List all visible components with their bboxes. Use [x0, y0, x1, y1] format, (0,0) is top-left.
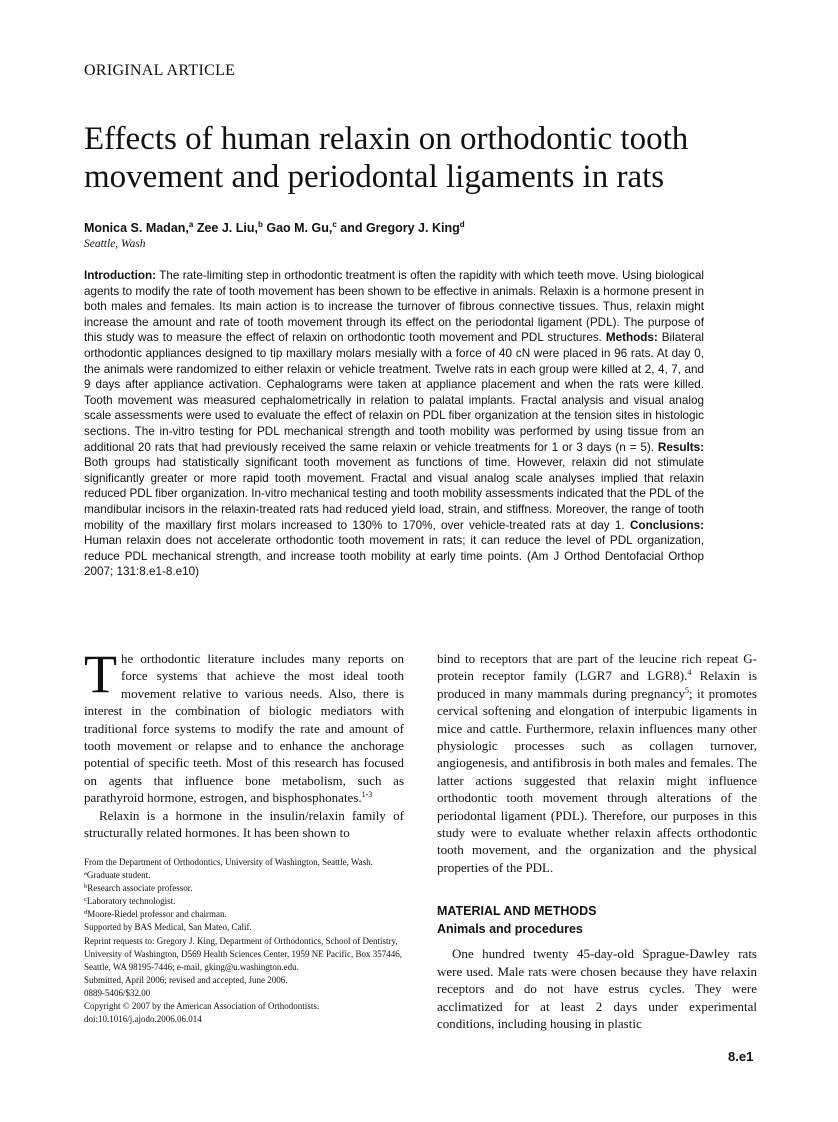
- author-list: [84, 220, 465, 235]
- footnote-submitted: Submitted, April 2006; revised and accepted, June 2006.: [84, 974, 288, 985]
- article-title: Effects of human relaxin on orthodontic tooth movement and periodontal ligaments in rats: [84, 121, 689, 195]
- abstract-intro-label: Introduction:: [84, 269, 157, 282]
- body-paragraph-relaxin: Relaxin is a hormone in the insulin/relaxin family of structurally related hormones. It has been shown to: [84, 807, 404, 841]
- right-column: [437, 650, 757, 1032]
- left-column: [84, 644, 404, 841]
- footnote-mark: c: [84, 896, 87, 904]
- citation-ref: 4: [687, 668, 692, 678]
- body-paragraph-relaxin-continued: bind to receptors that are part of the leucine rich repeat G-protein receptor family (LGR7 and LGR8).$^4$ Relaxin is produced in many mammals during pregnancy$^5$; it promotes cervical softening and elongation of interpubic ligaments in mice and cattle. Furthermore, relaxin influences many other physiologic processes such as collagen turnover, angiogenesis, and antifibrosis in both males and females. The latter actions suggested that relaxin might influence orthodontic tooth movement through alterations of the periodontal ligament (PDL). Therefore, our purposes in this study were to evaluate whether relaxin affects orthodontic tooth movement, and the organization and the physical properties of the PDL.: [437, 651, 758, 875]
- abstract-conclusions-text: Human relaxin does not accelerate orthodontic tooth movement in rats; it can reduce the level of PDL organization, reduce PDL mechanical strength, and increase tooth mobility at early time points. (Am J Orthod Dentofacial Orthop 2007; 131:8.e1-8.e10): [84, 534, 704, 579]
- footnote-support: Supported by BAS Medical, San Mateo, Calif.: [84, 922, 252, 933]
- page-number: 8.e1: [728, 1049, 754, 1064]
- footnotes: [84, 856, 404, 1026]
- author-location: Seattle, Wash: [84, 238, 146, 250]
- author-affiliation-mark: d: [459, 220, 465, 229]
- intro-text: he orthodontic literature includes many reports on force systems that achieve the most ideal tooth movement relative to various needs. Also, there is interest in the combination of biologic mediators with traditional force systems to modify the rate and amount of tooth movement or relapse and to enhance the anchorage potential of specific teeth. Most of this research has focused on agents that influence bone metabolism, such as parathyroid hormone, estrogen, and bisphosphonates.: [84, 651, 404, 806]
- citation-ref: 1-3: [361, 790, 373, 800]
- abstract-intro-text: The rate-limiting step in orthodontic treatment is often the rapidity with which teeth move. Using biological agents to modify the rate of tooth movement has been shown to be effective in animals. Relaxin is a hormone present in both males and females. Its main action is to increase the turnover of fibrous connective tissues. Thus, relaxin might increase the amount and rate of tooth movement through its effect on the periodontal ligament (PDL). The purpose of this study was to measure the effect of relaxin on orthodontic tooth movement and PDL structures.: [84, 269, 704, 345]
- footnote-affiliation: $^c$Laboratory technologist.: [84, 896, 176, 907]
- abstract: [84, 268, 704, 580]
- section-heading: MATERIAL AND METHODS: [437, 904, 597, 919]
- footnote-issn: 0889-5406/$32.00: [84, 987, 151, 998]
- abstract-results-label: Results:: [657, 440, 705, 454]
- footnote-mark: d: [84, 909, 88, 917]
- footnote-affiliation: $^b$Research associate professor.: [84, 883, 193, 894]
- footnote-mark: b: [84, 883, 88, 891]
- footnote-mark: a: [84, 870, 87, 878]
- subsection-heading: Animals and procedures: [437, 922, 583, 937]
- citation-ref: 5: [684, 685, 689, 695]
- footnote-doi[interactable]: doi:10.1016/j.ajodo.2006.06.014: [84, 1014, 202, 1025]
- footnote-reprint: Reprint requests to: Gregory J. King, Department of Orthodontics, School of Dentistry, University of Washington, D569 Health Sciences Center, 1959 NE Pacific, Box 357446, Seattle, WA 98195-7446; e-mail, gking@u.washington.edu.: [84, 935, 402, 972]
- author-name: Gao M. Gu,: [266, 221, 333, 235]
- footnote-affiliation: $^a$Graduate student.: [84, 870, 151, 881]
- author-affiliation-mark: c: [332, 220, 337, 229]
- footnote-department: From the Department of Orthodontics, University of Washington, Seattle, Wash.: [84, 857, 373, 867]
- drop-cap: T: [84, 644, 117, 704]
- author-name: Monica S. Madan,: [84, 221, 189, 235]
- author-affiliation-mark: a: [188, 220, 194, 229]
- section-label: ORIGINAL ARTICLE: [84, 62, 236, 79]
- body-paragraph-animals: One hundred twenty 45-day-old Sprague-Dawley rats were used. Male rats were chosen because they have relaxin receptors and do not have estrus cycles. They were acclimatized for at least 2 days under experimental conditions, including housing in plastic: [437, 946, 757, 1031]
- abstract-methods-text: Bilateral orthodontic appliances designed to tip maxillary molars mesially with a force of 40 cN were placed in 96 rats. At day 0, the animals were randomized to either relaxin or vehicle treatment. Twelve rats in each group were killed at 2, 4, 7, and 9 days after appliance activation. Cephalograms were taken at appliance placement and when the rats were killed. Tooth movement was measured cephalometrically in relation to palatal implants. Fractal analysis and visual analog scale assessments were used to evaluate the effect of relaxin on PDL fiber organization at the tension sites in histologic sections. The in-vitro testing for PDL mechanical strength and tooth mobility was performed by using tissue from an additional 20 rats that had previously received the same relaxin or vehicle treatments for 1 or 3 days (n = 5).: [84, 331, 704, 454]
- author-name: Zee J. Liu,: [196, 221, 258, 235]
- footnote-copyright: Copyright © 2007 by the American Association of Orthodontists.: [84, 1001, 320, 1012]
- abstract-conclusions-label: Conclusions:: [629, 518, 705, 532]
- author-name: and Gregory J. King: [340, 221, 460, 235]
- body-paragraph-intro: [84, 644, 404, 807]
- abstract-results-text: Both groups had statistically significant tooth movement as functions of time. However, relaxin did not stimulate significantly greater or more rapid tooth movement. Fractal and visual analog scale analyses implied that relaxin reduced PDL fiber organization. In-vitro mechanical testing and tooth mobility assessments indicated that the PDL of the mandibular incisors in the relaxin-treated rats had reduced yield load, strain, and stiffness. Moreover, the range of tooth mobility of the maxillary first molars increased to 130% to 170%, over vehicle-treated rats at day 1.: [84, 456, 704, 532]
- author-affiliation-mark: b: [257, 220, 263, 229]
- abstract-methods-label: Methods:: [605, 331, 658, 345]
- footnote-affiliation: $^d$Moore-Riedel professor and chairman.: [84, 909, 227, 920]
